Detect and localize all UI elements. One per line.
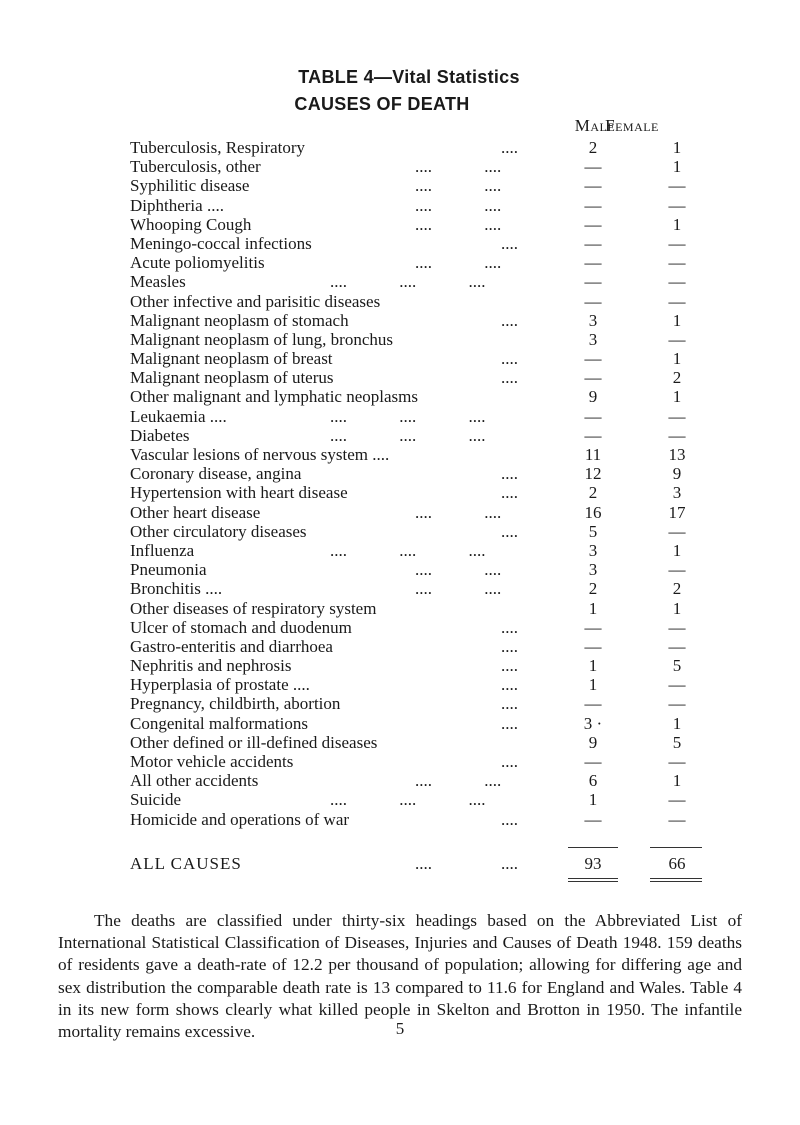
table-row	[0, 522, 800, 541]
table-row	[0, 253, 800, 272]
male-count: —	[584, 809, 602, 829]
table-row	[0, 637, 800, 656]
leader-dots: ....	[501, 636, 518, 656]
male-count: 12	[584, 464, 602, 484]
table-row	[0, 579, 800, 598]
female-count: 1	[672, 540, 682, 560]
table-row	[0, 618, 800, 637]
page-number: 5	[395, 1019, 405, 1038]
column-header-female: Female	[605, 116, 659, 135]
cause-label: Congenital malformations	[130, 713, 308, 733]
cause-label: Malignant neoplasm of stomach	[130, 310, 349, 330]
female-count: —	[668, 790, 686, 810]
cause-label: Pneumonia	[130, 560, 207, 580]
table-row	[0, 234, 800, 253]
female-count: 5	[672, 656, 682, 676]
cause-label: Influenza	[130, 540, 195, 560]
cause-label: Homicide and operations of war	[130, 809, 350, 829]
male-count: —	[584, 272, 602, 292]
female-count: 1	[672, 157, 682, 177]
leader-dots: ....	[501, 483, 518, 503]
cause-label: Other infective and parisitic diseases	[130, 291, 381, 311]
female-count: —	[668, 195, 686, 215]
male-count: 6	[588, 771, 598, 791]
table-row	[0, 656, 800, 675]
male-count: —	[584, 214, 602, 234]
table-row	[0, 714, 800, 733]
leader-dots: ....	[501, 752, 518, 771]
table-row	[0, 387, 800, 406]
table-row	[0, 138, 800, 157]
male-count: —	[584, 349, 602, 369]
table-row	[0, 311, 800, 330]
female-count: 2	[672, 368, 682, 388]
double-rule-female-2	[650, 881, 702, 882]
cause-label: Ulcer of stomach and duodenum	[130, 617, 352, 637]
male-count: 3	[588, 329, 598, 349]
cause-label: Gastro-enteritis and diarrhoea	[130, 636, 333, 656]
male-count: 3	[588, 540, 598, 560]
cause-label: Bronchitis ....	[130, 579, 223, 599]
table-row	[0, 810, 800, 829]
table-row	[0, 407, 800, 426]
female-count: 1	[672, 214, 682, 234]
male-count: 11	[584, 445, 602, 464]
female-count: —	[668, 694, 686, 714]
male-count: 5	[588, 521, 598, 541]
leader-dots: ....	[501, 675, 518, 695]
cause-label: Other defined or ill-defined diseases	[130, 732, 378, 752]
table-row	[0, 272, 800, 291]
total-dots-1: ....	[415, 854, 432, 873]
female-count: 1	[672, 349, 682, 369]
female-count: 5	[672, 732, 682, 752]
table-row	[0, 464, 800, 483]
male-count: 1	[588, 656, 598, 676]
female-count: 9	[672, 464, 682, 484]
male-count: —	[584, 195, 602, 215]
female-count: —	[668, 425, 686, 445]
female-count: 1	[672, 138, 682, 157]
table-row	[0, 426, 800, 445]
table-row	[0, 675, 800, 694]
total-rule-male	[568, 847, 618, 848]
male-count: 3	[588, 560, 598, 580]
cause-label: All other accidents	[130, 771, 259, 791]
cause-label: Nephritis and nephrosis	[130, 656, 292, 676]
male-count: 9	[588, 387, 598, 407]
female-count: —	[668, 329, 686, 349]
female-count: 2	[672, 579, 682, 599]
table-row	[0, 771, 800, 790]
male-count: —	[584, 636, 602, 656]
total-male: 93	[584, 854, 602, 873]
male-count: 16	[584, 502, 602, 522]
cause-label: Diphtheria ....	[130, 195, 224, 215]
cause-label: Syphilitic disease	[130, 176, 250, 196]
causes-table	[0, 138, 800, 829]
cause-label: Hypertension with heart disease	[130, 483, 348, 503]
leader-dots: ....	[501, 656, 518, 676]
leader-dots: ....	[501, 368, 518, 388]
leader-dots: ....	[501, 694, 518, 714]
female-count: —	[668, 617, 686, 637]
table-row	[0, 790, 800, 809]
table-row	[0, 503, 800, 522]
cause-label: Suicide	[130, 790, 181, 810]
cause-label: Other circulatory diseases	[130, 521, 307, 541]
cause-label: Measles	[130, 272, 186, 292]
male-count: 3 ·	[583, 713, 603, 733]
cause-label: Other diseases of respiratory system	[130, 598, 377, 618]
female-count: 3	[672, 483, 682, 503]
female-count: —	[668, 675, 686, 695]
cause-label: Whooping Cough	[130, 214, 252, 234]
female-count: 1	[672, 598, 682, 618]
cause-label: Motor vehicle accidents	[130, 752, 294, 771]
female-count: —	[668, 176, 686, 196]
table-row	[0, 752, 800, 771]
cause-label: Diabetes	[130, 425, 190, 445]
male-count: 2	[588, 579, 598, 599]
male-count: —	[584, 752, 602, 771]
leader-dots: ....	[501, 349, 518, 369]
male-count: —	[584, 694, 602, 714]
cause-label: Tuberculosis, other	[130, 157, 261, 177]
table-row	[0, 599, 800, 618]
leader-dots: .... .... ....	[330, 272, 486, 292]
table-row	[0, 445, 800, 464]
female-count: 1	[672, 310, 682, 330]
male-count: 1	[588, 598, 598, 618]
leader-dots: ....	[501, 809, 518, 829]
cause-label: Vascular lesions of nervous system ....	[130, 445, 390, 464]
table-row	[0, 157, 800, 176]
female-count: 17	[668, 502, 686, 522]
total-row	[0, 853, 800, 875]
male-count: —	[584, 291, 602, 311]
leader-dots: .... ....	[415, 253, 502, 273]
leader-dots: ....	[501, 713, 518, 733]
female-count: 13	[668, 445, 686, 464]
leader-dots: .... ....	[415, 195, 502, 215]
cause-label: Acute poliomyelitis	[130, 253, 265, 273]
female-count: —	[668, 560, 686, 580]
cause-label: Hyperplasia of prostate ....	[130, 675, 310, 695]
total-label: ALL CAUSES	[130, 854, 242, 873]
cause-label: Malignant neoplasm of lung, bronchus	[130, 329, 393, 349]
leader-dots: .... ....	[415, 214, 502, 234]
female-count: —	[668, 291, 686, 311]
female-count: —	[668, 233, 686, 253]
table-row	[0, 292, 800, 311]
male-count: 3	[588, 310, 598, 330]
female-count: —	[668, 752, 686, 771]
leader-dots: .... ....	[415, 176, 502, 196]
leader-dots: .... ....	[415, 157, 502, 177]
leader-dots: .... .... ....	[330, 790, 486, 810]
leader-dots: ....	[501, 138, 518, 157]
commentary-paragraph: The deaths are classified under thirty-six headings based on the Abbreviated List of International Statistical Classification of Diseases, Injuries and Causes of Death 1948. 159 deaths of residents gave a death-rate of 12.2 per thousand of population; allowing for differing age and sex distribution the comparable death rate is 13 compared to 11.6 for England and Wales. Table 4 in its new form shows clearly what killed people in Skelton and Brotton in 1950. The infantile mortality remains excessive.	[58, 911, 742, 1042]
male-count: —	[584, 617, 602, 637]
table-row	[0, 176, 800, 195]
table-row	[0, 215, 800, 234]
cause-label: Coronary disease, angina	[130, 464, 302, 484]
male-count: —	[584, 368, 602, 388]
female-count: —	[668, 809, 686, 829]
leader-dots: .... ....	[415, 560, 502, 580]
double-rule-male-1	[568, 878, 618, 879]
male-count: 1	[588, 675, 598, 695]
leader-dots: .... .... ....	[330, 406, 486, 426]
female-count: —	[668, 253, 686, 273]
leader-dots: .... ....	[415, 579, 502, 599]
total-dots-2: ....	[501, 854, 518, 873]
cause-label: Malignant neoplasm of uterus	[130, 368, 334, 388]
male-count: 2	[588, 483, 598, 503]
cause-label: Malignant neoplasm of breast	[130, 349, 333, 369]
cause-label: Other heart disease	[130, 502, 261, 522]
table-row	[0, 541, 800, 560]
female-count: 1	[672, 387, 682, 407]
cause-label: Pregnancy, childbirth, abortion	[130, 694, 341, 714]
leader-dots: .... ....	[415, 502, 502, 522]
male-count: —	[584, 406, 602, 426]
total-rule-female	[650, 847, 702, 848]
cause-label: Leukaemia ....	[130, 406, 227, 426]
male-count: —	[584, 425, 602, 445]
leader-dots: ....	[501, 617, 518, 637]
female-count: —	[668, 521, 686, 541]
female-count: 1	[672, 771, 682, 791]
female-count: 1	[672, 713, 682, 733]
female-count: —	[668, 406, 686, 426]
column-header-male: Male	[574, 116, 616, 135]
male-count: —	[584, 233, 602, 253]
table-row	[0, 733, 800, 752]
table-subtitle: CAUSES OF DEATH	[294, 94, 470, 114]
male-count: 2	[588, 138, 598, 157]
table-row	[0, 368, 800, 387]
cause-label: Other malignant and lymphatic neoplasms	[130, 387, 418, 407]
leader-dots: ....	[501, 310, 518, 330]
cause-label: Tuberculosis, Respiratory	[130, 138, 306, 157]
female-count: —	[668, 272, 686, 292]
table-row	[0, 694, 800, 713]
female-count: —	[668, 636, 686, 656]
table-row	[0, 560, 800, 579]
cause-label: Meningo-coccal infections	[130, 233, 312, 253]
leader-dots: ....	[501, 464, 518, 484]
leader-dots: ....	[501, 233, 518, 253]
leader-dots: ....	[501, 521, 518, 541]
table-row	[0, 483, 800, 502]
leader-dots: .... .... ....	[330, 425, 486, 445]
male-count: —	[584, 157, 602, 177]
table-row	[0, 349, 800, 368]
table-row	[0, 330, 800, 349]
male-count: 9	[588, 732, 598, 752]
leader-dots: .... ....	[415, 771, 502, 791]
table-title: TABLE 4—Vital Statistics	[298, 67, 520, 87]
male-count: 1	[588, 790, 598, 810]
table-row	[0, 196, 800, 215]
double-rule-male-2	[568, 881, 618, 882]
male-count: —	[584, 176, 602, 196]
leader-dots: .... .... ....	[330, 540, 486, 560]
double-rule-female-1	[650, 878, 702, 879]
total-female: 66	[668, 854, 686, 873]
male-count: —	[584, 253, 602, 273]
